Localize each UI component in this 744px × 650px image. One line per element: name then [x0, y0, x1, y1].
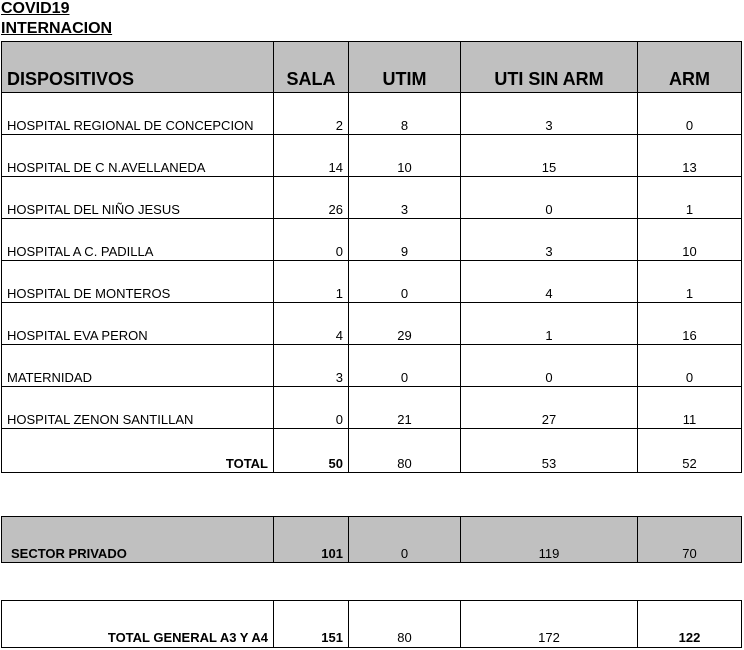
row-name: MATERNIDAD: [2, 345, 274, 387]
total-general-label: TOTAL GENERAL A3 Y A4: [2, 601, 274, 648]
row-arm: 10: [638, 219, 742, 261]
row-uti-sin-arm: 27: [461, 387, 638, 429]
sector-privado-utim: 0: [349, 517, 461, 563]
sector-privado-uti-sin-arm: 119: [461, 517, 638, 563]
row-arm: 13: [638, 135, 742, 177]
total-label: TOTAL: [2, 429, 274, 473]
table-row: [2, 387, 742, 429]
table-row: [2, 177, 742, 219]
row-arm: 1: [638, 177, 742, 219]
total-row: [2, 429, 742, 473]
row-sala: 26: [274, 177, 349, 219]
row-sala: 14: [274, 135, 349, 177]
total-general-sala: 151: [274, 601, 349, 648]
row-uti-sin-arm: 15: [461, 135, 638, 177]
total-general-arm: 122: [638, 601, 742, 648]
row-sala: 0: [274, 387, 349, 429]
internacion-table: [1, 41, 742, 473]
row-utim: 10: [349, 135, 461, 177]
sector-privado-sala: 101: [274, 517, 349, 563]
header-row: [2, 42, 742, 93]
table-row: [2, 261, 742, 303]
row-arm: 1: [638, 261, 742, 303]
row-utim: 3: [349, 177, 461, 219]
row-uti-sin-arm: 3: [461, 93, 638, 135]
row-utim: 29: [349, 303, 461, 345]
row-sala: 4: [274, 303, 349, 345]
row-utim: 9: [349, 219, 461, 261]
sector-privado-row: [2, 517, 742, 563]
row-sala: 1: [274, 261, 349, 303]
row-name: HOSPITAL A C. PADILLA: [2, 219, 274, 261]
row-uti-sin-arm: 3: [461, 219, 638, 261]
row-arm: 11: [638, 387, 742, 429]
row-uti-sin-arm: 0: [461, 177, 638, 219]
row-utim: 8: [349, 93, 461, 135]
header-sala: SALA: [274, 42, 349, 93]
row-arm: 0: [638, 345, 742, 387]
row-uti-sin-arm: 4: [461, 261, 638, 303]
total-arm: 52: [638, 429, 742, 473]
header-utim: UTIM: [349, 42, 461, 93]
row-arm: 0: [638, 93, 742, 135]
total-uti-sin-arm: 53: [461, 429, 638, 473]
table-row: [2, 345, 742, 387]
total-utim: 80: [349, 429, 461, 473]
total-sala: 50: [274, 429, 349, 473]
sector-privado-table: [1, 516, 742, 563]
page-title: COVID19: [1, 0, 70, 17]
row-name: HOSPITAL ZENON SANTILLAN: [2, 387, 274, 429]
row-sala: 3: [274, 345, 349, 387]
row-uti-sin-arm: 1: [461, 303, 638, 345]
row-name: HOSPITAL DE C N.AVELLANEDA: [2, 135, 274, 177]
sector-privado-arm: 70: [638, 517, 742, 563]
row-name: HOSPITAL REGIONAL DE CONCEPCION: [2, 93, 274, 135]
row-arm: 16: [638, 303, 742, 345]
row-name: HOSPITAL DEL NIÑO JESUS: [2, 177, 274, 219]
page-subtitle: INTERNACION: [1, 20, 113, 37]
row-utim: 0: [349, 345, 461, 387]
row-utim: 0: [349, 261, 461, 303]
header-dispositivos: DISPOSITIVOS: [2, 42, 274, 93]
sector-privado-label: SECTOR PRIVADO: [2, 517, 274, 563]
total-general-uti-sin-arm: 172: [461, 601, 638, 648]
total-general-table: [1, 600, 742, 648]
table-row: [2, 135, 742, 177]
row-name: HOSPITAL DE MONTEROS: [2, 261, 274, 303]
table-row: [2, 219, 742, 261]
header-uti-sin-arm: UTI SIN ARM: [461, 42, 638, 93]
total-general-utim: 80: [349, 601, 461, 648]
header-arm: ARM: [638, 42, 742, 93]
row-sala: 0: [274, 219, 349, 261]
total-general-row: [2, 601, 742, 648]
table-row: [2, 303, 742, 345]
row-name: HOSPITAL EVA PERON: [2, 303, 274, 345]
row-sala: 2: [274, 93, 349, 135]
row-utim: 21: [349, 387, 461, 429]
row-uti-sin-arm: 0: [461, 345, 638, 387]
table-row: [2, 93, 742, 135]
